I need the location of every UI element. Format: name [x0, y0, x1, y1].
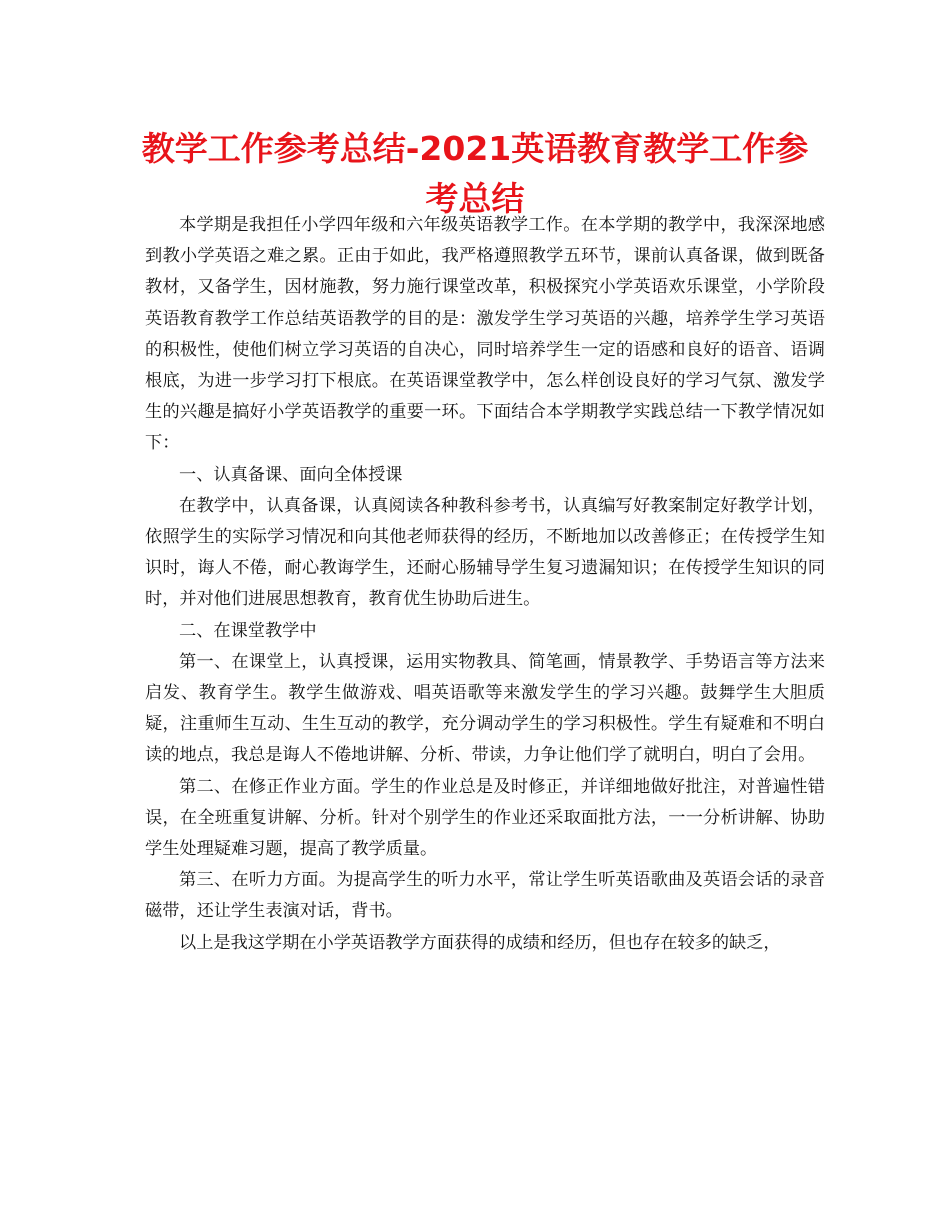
paragraph-lesson-prep: 在教学中，认真备课，认真阅读各种教科参考书，认真编写好教案制定好教学计划，依照学生的实际学习情况和向其他老师获得的经历，不断地加以改善修正；在传授学生知识时，诲人不倦，耐心教诲学生，还耐心肠辅导学生复习遗漏知识；在传授学生知识的同时，并对他们进展思想教育，教育优生协助后进生。 — [145, 495, 825, 610]
paragraph-conclusion: 以上是我这学期在小学英语教学方面获得的成绩和经历，但也存在较多的缺乏， — [179, 932, 781, 953]
paragraph-classroom: 第一、在课堂上，认真授课，运用实物教具、简笔画，情景教学、手势语言等方法来启发、教育学生。教学生做游戏、唱英语歌等来激发学生的学习兴趣。鼓舞学生大胆质疑，注重师生互动、生生互动的教学，充分调动学生的学习积极性。学生有疑难和不明白读的地点，我总是诲人不倦地讲解、分析、带读，力争让他们学了就明白，明白了会用。 — [145, 651, 825, 766]
section-heading-2: 二、在课堂教学中 — [179, 620, 317, 641]
paragraph-homework: 第二、在修正作业方面。学生的作业总是及时修正，并详细地做好批注，对普遍性错误，在全班重复讲解、分析。针对个别学生的作业还采取面批方法，一一分析讲解、协助学生处理疑难习题，提高了教学质量。 — [145, 776, 825, 860]
document-body — [145, 210, 825, 959]
section-heading-1: 一、认真备课、面向全体授课 — [179, 464, 403, 485]
paragraph-listening: 第三、在听力方面。为提高学生的听力水平，常让学生听英语歌曲及英语会话的录音磁带，还让学生表演对话，背书。 — [145, 870, 825, 922]
document-title: 教学工作参考总结-2021英语教育教学工作参考总结 — [141, 129, 809, 218]
paragraph-intro: 本学期是我担任小学四年级和六年级英语教学工作。在本学期的教学中，我深深地感到教小学英语之难之累。正由于如此，我严格遵照教学五环节，课前认真备课，做到既备教材，又备学生，因材施教，努力施行课堂改革，积极探究小学英语欢乐课堂，小学阶段英语教育教学工作总结英语教学的目的是：激发学生学习英语的兴趣，培养学生学习英语的积极性，使他们树立学习英语的自决心，同时培养学生一定的语感和良好的语音、语调根底，为进一步学习打下根底。在英语课堂教学中，怎么样创设良好的学习气氛、激发学生的兴趣是搞好小学英语教学的重要一环。下面结合本学期教学实践总结一下教学情况如下： — [145, 215, 825, 454]
